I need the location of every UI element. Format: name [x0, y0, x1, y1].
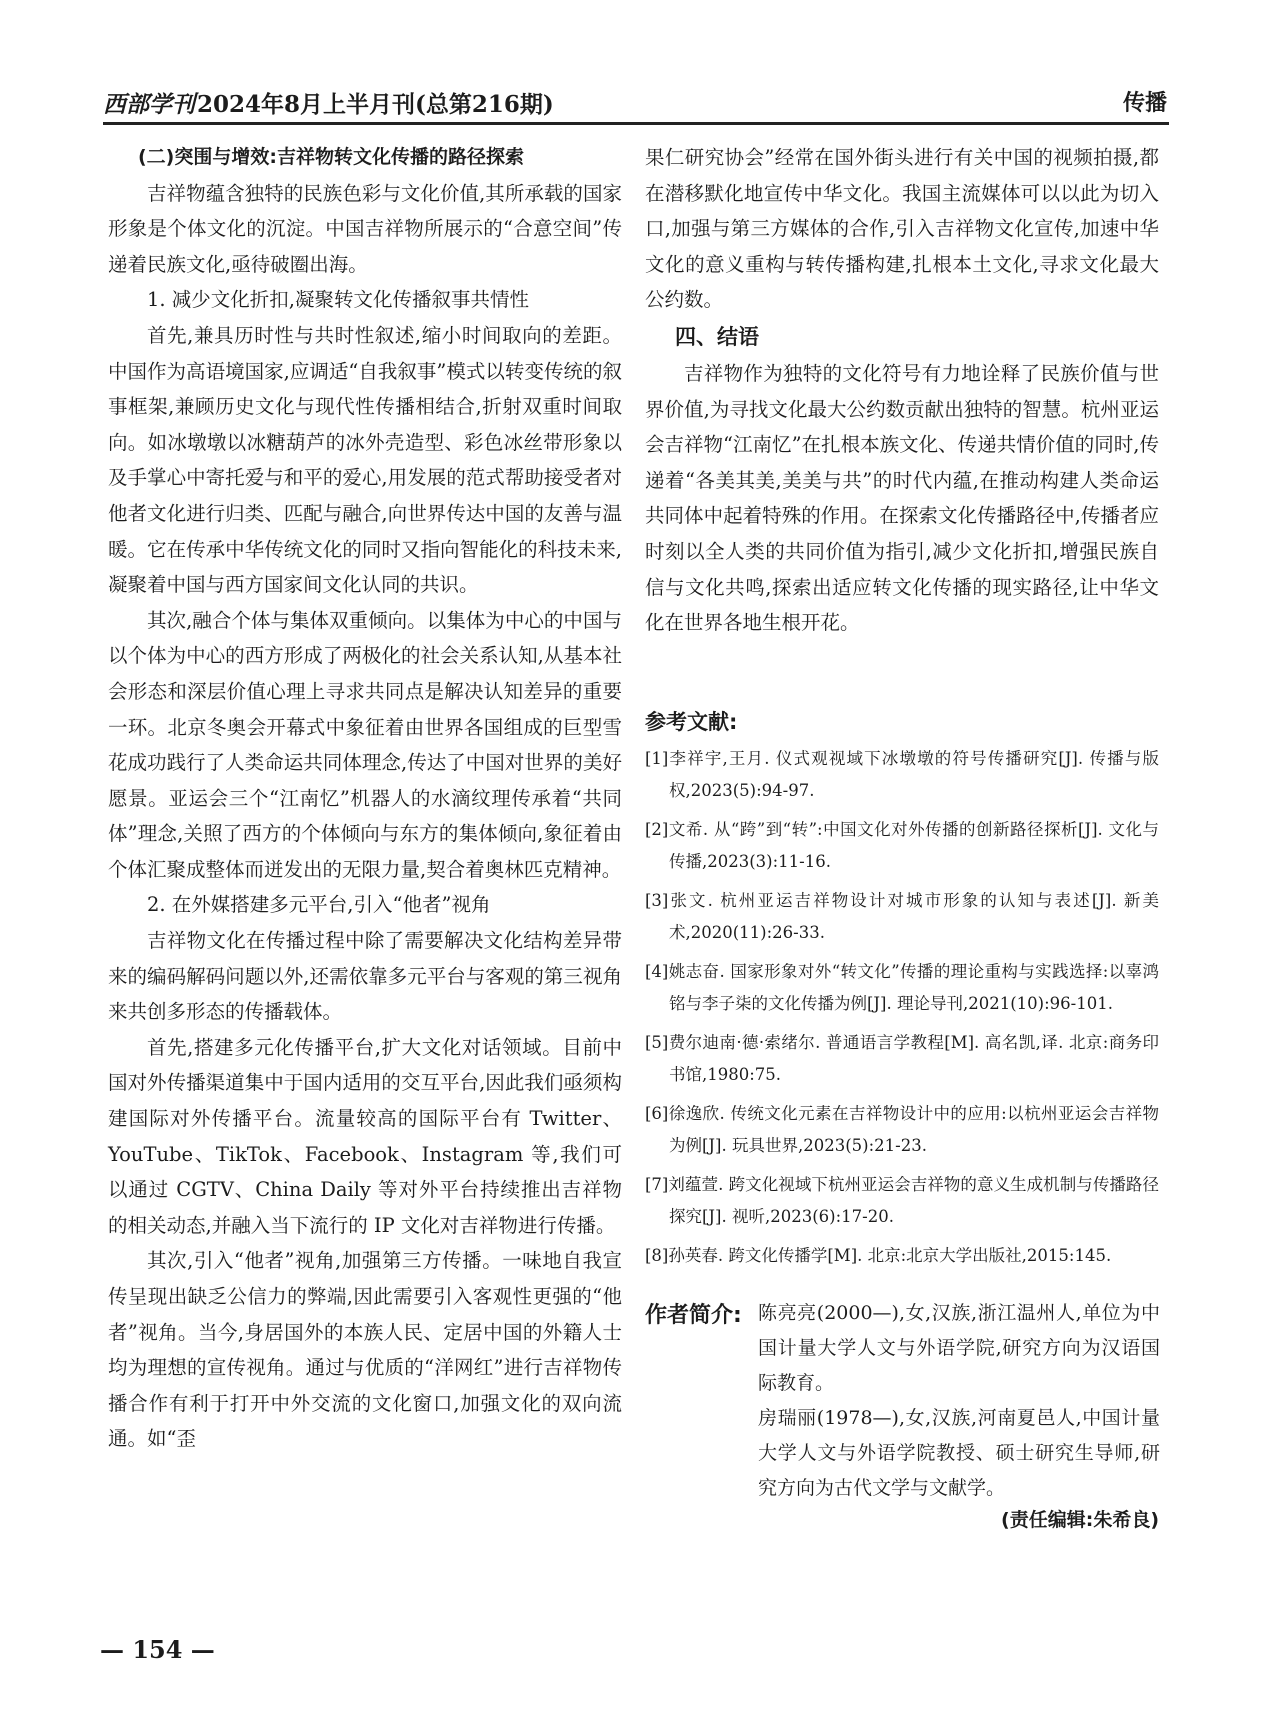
- reference-item: [2]文希. 从“跨”到“转”:中国文化对外传播的创新路径探析[J]. 文化与传播,2023(3):11-16.: [645, 820, 1159, 871]
- journal-title: [103, 86, 554, 119]
- paragraph: 首先,兼具历时性与共时性叙述,缩小时间取向的差距。中国作为高语境国家,应调适“自我叙事”模式以转变传统的叙事框架,兼顾历史文化与现代性传播相结合,折射双重时间取向。如冰墩墩以冰糖葫芦的冰外壳造型、彩色冰丝带形象以及手掌心中寄托爱与和平的爱心,用发展的范式帮助接受者对他者文化进行归类、匹配与融合,向世界传达中国的友善与温暖。它在传承中华传统文化的同时又指向智能化的科技未来,凝聚着中国与西方国家间文化认同的共识。: [108, 323, 622, 597]
- paragraph: 其次,引入“他者”视角,加强第三方传播。一味地自我宣传呈现出缺乏公信力的弊端,因此需要引入客观性更强的“他者”视角。当今,身居国外的本族人民、定居中国的外籍人士均为理想的宣传视角。通过与优质的“洋网红”进行吉祥物传播合作有利于打开中外交流的文化窗口,加强文化的双向流通。如“歪: [108, 1249, 622, 1451]
- left-column: [108, 140, 622, 1457]
- reference-item: [6]徐逸欣. 传统文化元素在吉祥物设计中的应用:以杭州亚运会吉祥物为例[J]. 玩具世界,2023(5):21-23.: [645, 1104, 1159, 1155]
- section-label: 传播: [1122, 91, 1167, 116]
- paragraph: 吉祥物蕴含独特的民族色彩与文化价值,其所承载的国家形象是个体文化的沉淀。中国吉祥物所展示的“合意空间”传递着民族文化,亟待破圈出海。: [108, 181, 622, 276]
- journal-logo: 西部学刊: [103, 91, 195, 118]
- responsible-editor: (责任编辑:朱希良): [1001, 1509, 1159, 1531]
- reference-item: [1]李祥宇,王月. 仪式观视域下冰墩墩的符号传播研究[J]. 传播与版权,2023(5):94-97.: [645, 749, 1159, 800]
- references-section: [645, 707, 1159, 1280]
- page-number: — 154 —: [100, 1635, 215, 1664]
- reference-item: [4]姚志奋. 国家形象对外“转文化”传播的理论重构与实践选择:以辜鸿铭与李子柒的文化传播为例[J]. 理论导刊,2021(10):96-101.: [645, 962, 1159, 1013]
- reference-item: [3]张文. 杭州亚运吉祥物设计对城市形象的认知与表述[J]. 新美术,2020(11):26-33.: [645, 891, 1159, 942]
- journal-issue: 2024年8月上半月刊(总第216期): [197, 91, 554, 118]
- section-heading-conclusion: 四、结语: [675, 324, 759, 349]
- paragraph: 吉祥物文化在传播过程中除了需要解决文化结构差异带来的编码解码问题以外,还需依靠多元平台与客观的第三视角来共创多形态的传播载体。: [108, 929, 622, 1024]
- reference-item: [8]孙英春. 跨文化传播学[M]. 北京:北京大学出版社,2015:145.: [645, 1246, 1112, 1265]
- author-bio-label: 作者简介:: [645, 1303, 742, 1328]
- running-header: [103, 82, 1169, 125]
- author-bio-2: 房瑞丽(1978—),女,汉族,河南夏邑人,中国计量大学人文与外语学院教授、硕士研究生导师,研究方向为古代文学与文献学。: [758, 1407, 1160, 1499]
- paragraph: 吉祥物作为独特的文化符号有力地诠释了民族价值与世界价值,为寻找文化最大公约数贡献出独特的智慧。杭州亚运会吉祥物“江南忆”在扎根本族文化、传递共情价值的同时,传递着“各美其美,美美与共”的时代内蕴,在推动构建人类命运共同体中起着特殊的作用。在探索文化传播路径中,传播者应时刻以全人类的共同价值为指引,减少文化折扣,增强民族自信与文化共鸣,探索出适应转文化传播的现实路径,让中华文化在世界各地生根开花。: [645, 361, 1159, 635]
- numbered-subheading: 1. 减少文化折扣,凝聚转文化传播叙事共情性: [147, 288, 530, 312]
- subsection-heading: (二)突围与增效:吉祥物转文化传播的路径探索: [138, 146, 524, 168]
- author-bio-1: 陈亮亮(2000—),女,汉族,浙江温州人,单位为中国计量大学人文与外语学院,研究方向为汉语国际教育。: [758, 1302, 1160, 1394]
- paragraph: 其次,融合个体与集体双重倾向。以集体为中心的中国与以个体为中心的西方形成了两极化的社会关系认知,从基本社会形态和深层价值心理上寻求共同点是解决认知差异的重要一环。北京冬奥会开幕式中象征着由世界各国组成的巨型雪花成功践行了人类命运共同体理念,传达了中国对世界的美好愿景。亚运会三个“江南忆”机器人的水滴纹理传承着“共同体”理念,关照了西方的个体倾向与东方的集体倾向,象征着由个体汇聚成整体而迸发出的无限力量,契合着奥林匹克精神。: [108, 608, 622, 881]
- reference-item: [7]刘蕴萱. 跨文化视域下杭州亚运会吉祥物的意义生成机制与传播路径探究[J]. 视听,2023(6):17-20.: [645, 1175, 1159, 1226]
- right-column: [645, 140, 1159, 641]
- paragraph-continued: 果仁研究协会”经常在国外街头进行有关中国的视频拍摄,都在潜移默化地宣传中华文化。我国主流媒体可以以此为切入口,加强与第三方媒体的合作,引入吉祥物文化宣传,加速中华文化的意义重构与转传播构建,扎根本土文化,寻求文化最大公约数。: [645, 146, 1159, 312]
- numbered-subheading: 2. 在外媒搭建多元平台,引入“他者”视角: [147, 893, 491, 917]
- paragraph: 首先,搭建多元化传播平台,扩大文化对话领域。目前中国对外传播渠道集中于国内适用的交互平台,因此我们亟须构建国际对外传播平台。流量较高的国际平台有 Twitter、YouTube、TikTok、Facebook、Instagram 等,我们可以通过 CGTV、China Daily 等对外平台持续推出吉祥物的相关动态,并融入当下流行的 IP 文化对吉祥物进行传播。: [108, 1035, 622, 1237]
- reference-item: [5]费尔迪南·德·索绪尔. 普通语言学教程[M]. 高名凯,译. 北京:商务印书馆,1980:75.: [645, 1033, 1159, 1084]
- references-title: 参考文献:: [645, 710, 738, 734]
- author-bio-body: [758, 1296, 1160, 1506]
